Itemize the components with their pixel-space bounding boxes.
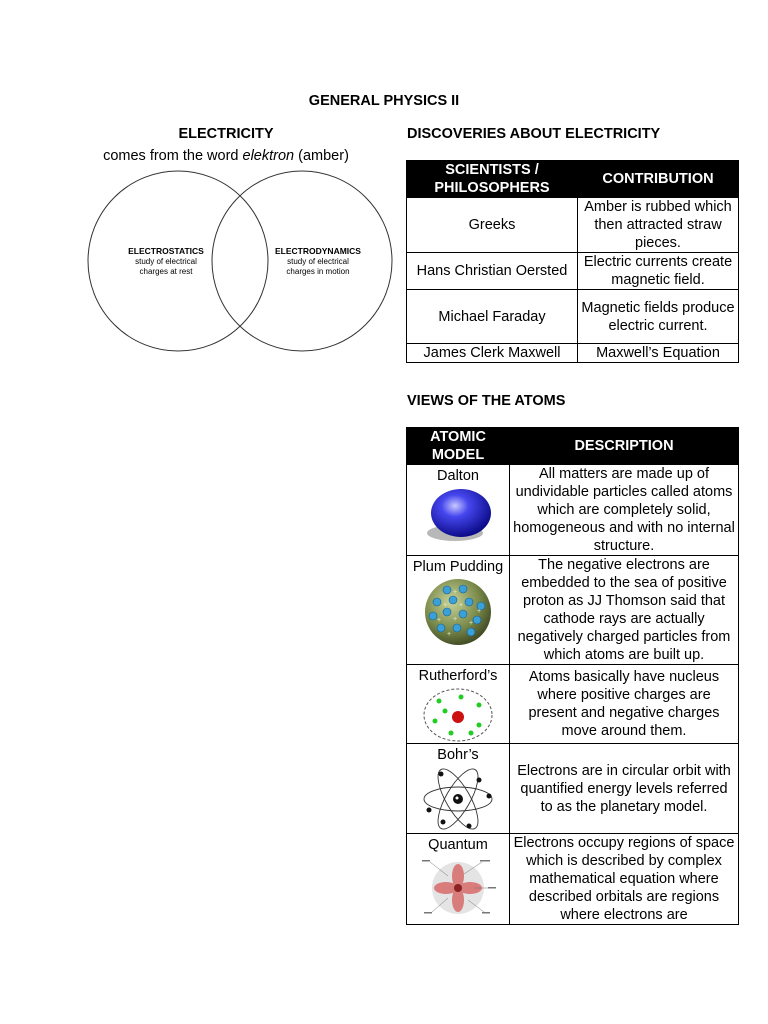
plum-pudding-icon xyxy=(419,578,497,646)
contribution-text: Electric currents create magnetic field. xyxy=(578,253,739,290)
svg-text:+: + xyxy=(468,620,474,627)
discoveries-heading: DISCOVERIES ABOUT ELECTRICITY xyxy=(407,126,661,142)
table-row xyxy=(407,834,739,925)
venn-left-title: ELECTROSTATICS xyxy=(128,246,204,256)
column-header-model: ATOMIC MODEL xyxy=(407,428,510,465)
svg-text:+: + xyxy=(442,602,448,609)
table-row xyxy=(407,465,739,556)
svg-text:+: + xyxy=(476,608,482,615)
venn-right-line2: charges in motion xyxy=(286,267,350,276)
venn-right-line1: study of electrical xyxy=(287,257,349,266)
table-row xyxy=(407,198,739,253)
table-row xyxy=(407,744,739,834)
subtitle-word: elektron xyxy=(242,148,295,164)
table-row xyxy=(407,253,739,290)
scientist-name: Greeks xyxy=(407,198,578,253)
subtitle-before: comes from the word xyxy=(103,148,243,164)
contribution-text: Amber is rubbed which then attracted straw pieces. xyxy=(578,198,739,253)
model-description: Atoms basically have nucleus where positive charges are present and negative charges move around them. xyxy=(510,665,739,744)
orbital-cloud-icon xyxy=(418,856,498,920)
atomic-models-table xyxy=(406,427,739,925)
column-header-contribution: CONTRIBUTION xyxy=(578,161,739,198)
table-row xyxy=(407,344,739,363)
venn-left-line2: charges at rest xyxy=(139,267,193,276)
venn-right-title: ELECTRODYNAMICS xyxy=(275,246,361,256)
atoms-heading: VIEWS OF THE ATOMS xyxy=(407,393,566,409)
model-description: Electrons are in circular orbit with quantified energy levels referred to as the planetary model. xyxy=(510,744,739,834)
model-cell xyxy=(407,744,510,834)
svg-text:+: + xyxy=(458,602,464,609)
model-description: The negative electrons are embedded to the sea of positive proton as JJ Thomson said that cathode rays are actually negatively charged particles from which atoms are built up. xyxy=(510,556,739,665)
model-name: Plum Pudding xyxy=(412,559,504,575)
svg-text:+: + xyxy=(452,616,458,623)
orbit-atom-icon xyxy=(421,766,495,832)
model-name: Quantum xyxy=(428,837,488,853)
model-cell xyxy=(407,665,510,744)
model-cell xyxy=(407,834,510,925)
model-name: Bohr’s xyxy=(437,747,479,763)
model-cell xyxy=(407,465,510,556)
solid-sphere-icon xyxy=(421,487,495,545)
electricity-subtitle xyxy=(60,148,392,164)
model-name: Dalton xyxy=(437,468,479,484)
table-row xyxy=(407,556,739,665)
column-header-description: DESCRIPTION xyxy=(510,428,739,465)
scientist-name: Michael Faraday xyxy=(407,290,578,344)
contribution-text: Maxwell’s Equation xyxy=(578,344,739,363)
table-header-row xyxy=(407,161,739,198)
electricity-heading: ELECTRICITY xyxy=(178,126,274,142)
model-description: Electrons occupy regions of space which is described by complex mathematical equation where described orbitals are regions where electrons are xyxy=(510,834,739,925)
svg-text:+: + xyxy=(446,631,452,638)
table-row xyxy=(407,290,739,344)
page-title: GENERAL PHYSICS II xyxy=(308,93,460,109)
model-description: All matters are made up of undividable particles called atoms which are completely solid, homogeneous and with no internal structure. xyxy=(510,465,739,556)
nucleus-atom-icon xyxy=(421,687,495,743)
svg-text:+: + xyxy=(452,589,458,596)
svg-text:+: + xyxy=(436,617,442,624)
column-header-scientists: SCIENTISTS / PHILOSOPHERS xyxy=(407,161,578,198)
table-header-row xyxy=(407,428,739,465)
scientist-name: Hans Christian Oersted xyxy=(407,253,578,290)
model-name: Rutherford’s xyxy=(418,668,498,684)
contribution-text: Magnetic fields produce electric current. xyxy=(578,290,739,344)
model-cell xyxy=(407,556,510,665)
venn-left-line1: study of electrical xyxy=(135,257,197,266)
subtitle-after: (amber) xyxy=(294,148,349,164)
venn-diagram xyxy=(86,168,398,358)
table-row xyxy=(407,665,739,744)
scientist-name: James Clerk Maxwell xyxy=(407,344,578,363)
discoveries-table xyxy=(406,160,739,363)
